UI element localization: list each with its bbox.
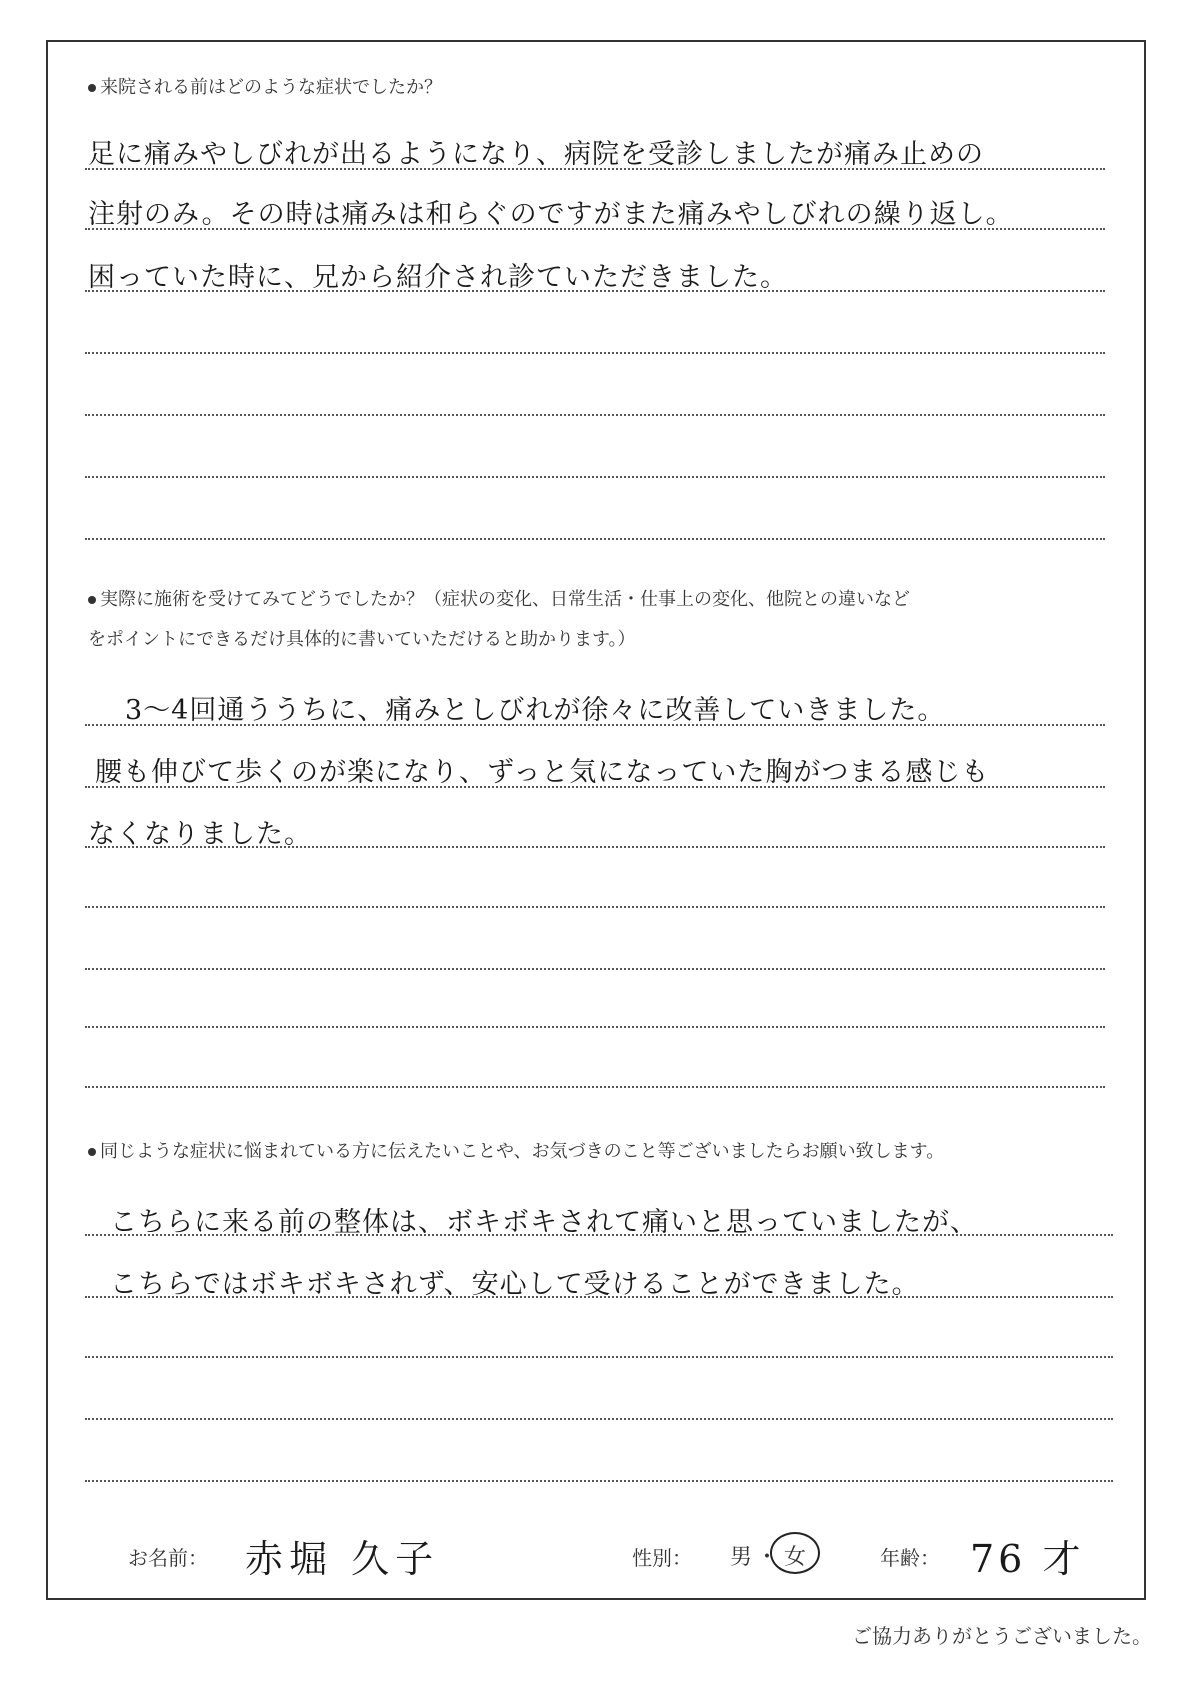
answer-2-line-3: なくなりました。: [88, 819, 312, 850]
ruled-line: [85, 968, 1105, 970]
ruled-line: [85, 724, 1105, 726]
ruled-line: [85, 906, 1105, 908]
question-2-line-1: [88, 580, 910, 620]
answer-2-line-1: 3～4回通ううちに、痛みとしびれが徐々に改善していきました。: [125, 695, 946, 726]
answer-2-line-2: 腰も伸びて歩くのが楽になり、ずっと気になっていた胸がつまる感じも: [95, 757, 990, 788]
question-1: [88, 68, 442, 108]
gender-male: 男: [730, 1545, 753, 1570]
bullet-dot-icon: [88, 84, 96, 92]
question-1-text: 来院される前はどのような症状でしたか？: [100, 77, 442, 98]
ruled-line: [85, 228, 1105, 230]
name-value: 赤堀 久子: [245, 1537, 440, 1581]
gender-label: 性別：: [632, 1546, 692, 1570]
ruled-line: [85, 846, 1105, 848]
age-value: [970, 1528, 1084, 1583]
ruled-line: [85, 1086, 1105, 1088]
ruled-line: [85, 414, 1105, 416]
answer-3-line-1: こちらに来る前の整体は、ボキボキされて痛いと思っていましたが、: [110, 1207, 978, 1238]
gender-female: 女: [784, 1545, 807, 1570]
answer-1-line-1: 足に痛みやしびれが出るようになり、病院を受診しましたが痛み止めの: [88, 139, 984, 170]
question-3: [88, 1132, 944, 1172]
question-2-line-2: をポイントにできるだけ具体的に書いていただけると助かります。）: [88, 629, 636, 650]
ruled-line: [85, 352, 1105, 354]
ruled-line: [85, 786, 1105, 788]
bullet-dot-icon: [88, 1148, 96, 1156]
ruled-line: [85, 1480, 1113, 1482]
age-number: 76: [970, 1537, 1027, 1581]
ruled-line: [85, 168, 1105, 170]
age-label: 年齢：: [880, 1546, 940, 1570]
name-label: お名前：: [128, 1546, 208, 1570]
bullet-dot-icon: [88, 596, 96, 604]
ruled-line: [85, 1418, 1113, 1420]
ruled-line: [85, 476, 1105, 478]
answer-1-line-2: 注射のみ。その時は痛みは和らぐのですがまた痛みやしびれの繰り返し。: [88, 199, 1014, 230]
question-3-text: 同じような症状に悩まれている方に伝えたいことや、お気づきのこと等ございましたらお願い致します。: [100, 1141, 945, 1162]
ruled-line: [85, 1356, 1113, 1358]
question-2-text: 実際に施術を受けてみてどうでしたか？（症状の変化、日常生活・仕事上の変化、他院との違いなど: [100, 589, 910, 610]
age-unit: 才: [1042, 1537, 1085, 1581]
ruled-line: [85, 1234, 1113, 1236]
ruled-line: [85, 290, 1105, 292]
ruled-line: [85, 538, 1105, 540]
answer-3-line-2: こちらではボキボキされず、安心して受けることができました。: [110, 1269, 920, 1300]
ruled-line: [85, 1026, 1105, 1028]
gender-separator: ・: [756, 1545, 779, 1570]
ruled-line: [85, 1296, 1113, 1298]
answer-1-line-3: 困っていた時に、兄から紹介され診ていただきました。: [88, 262, 788, 293]
thanks-message: ご協力ありがとうございました。: [852, 1624, 1152, 1648]
